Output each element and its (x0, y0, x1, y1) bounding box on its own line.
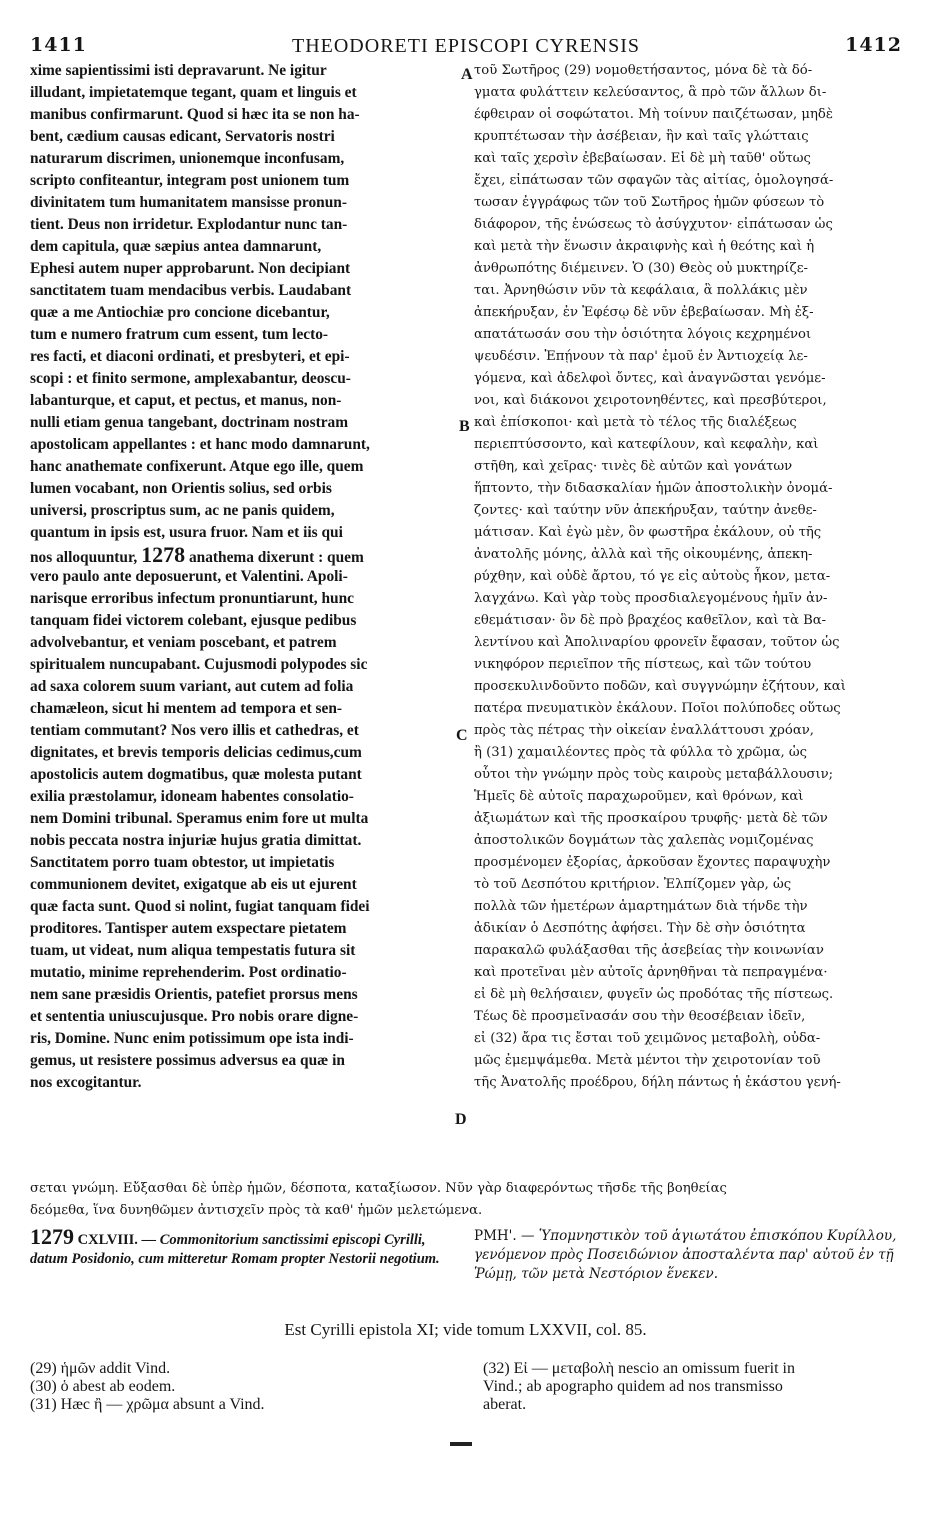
greek-line: πρὸς τὰς πέτρας τὴν οἰκείαν ἐναλλάττουσι χρόαν, (474, 723, 814, 738)
greek-line: οὗτοι τὴν γνώμην πρὸς τοὺς καιροὺς μεταβάλλουσιν; (474, 767, 834, 782)
greek-line: γόμενα, καὶ ἀδελφοὶ ὄντες, καὶ ἀναγνῶσται γενόμε- (474, 371, 826, 386)
margin-letter-d: D (455, 1111, 467, 1128)
greek-line: μῶς ἐμεμψάμεθα. Μετὰ μέντοι τὴν χειροτονίαν τοῦ (474, 1053, 821, 1068)
greek-line: τωσαν ἐγγράφως τῶν τοῦ Σωτῆρος ἡμῶν φύσεων τὸ (474, 195, 825, 210)
latin-line: tient. Deus non irridetur. Explodantur nunc tan- (30, 216, 348, 233)
greek-line: διάφορον, τῆς ἑνώσεως τὸ ἀσύγχυτον· εἰπάτωσαν ὡς (474, 217, 833, 232)
greek-line: κρυπτέτωσαν τὴν ἀσέβειαν, ἣν καὶ ταῖς γλώτταις (474, 129, 809, 144)
greek-line: ἀνθρωπότης διέμεινεν. Ὁ (30) Θεὸς οὐ μυκτηρίζε- (474, 261, 808, 276)
greek-line: ἀξιωμάτων καὶ τῆς προσκαίρου τρυφῆς· μετὰ δὲ τῶν (474, 811, 828, 826)
greek-line: τοῦ Σωτῆρος (29) νομοθετήσαντος, μόνα δὲ τὰ δό- (474, 63, 813, 78)
latin-line: ris, Domine. Nunc enim potissimum ope ista indi- (30, 1030, 354, 1047)
footnote: (29) ἡμῶν addit Vind. (30, 1360, 171, 1377)
greek-line: καὶ μετὰ τὴν ἕνωσιν ἀκραιφνὴς καὶ ἡ θεότης καὶ ἡ (474, 239, 815, 254)
latin-line: illudant, impietatemque tegant, quam et linguis et (30, 84, 357, 101)
latin-line: manibus confirmarunt. Quod si hæc ita se non ha- (30, 106, 360, 123)
latin-line: hanc anathemate confixerunt. Atque ego ille, quem (30, 458, 364, 475)
latin-line: exilia præstolamur, idoneam habentes consolatio- (30, 788, 354, 805)
margin-letter-a: A (461, 66, 473, 83)
full-width-line: σεται γνώμη. Εὔξασθαι δὲ ὑπὲρ ἡμῶν, δέσποτα, καταξίωσον. Νῦν γὰρ διαφερόντως τῆσδε τῆς βοηθείας (30, 1181, 727, 1196)
greek-line: τῆς Ἀνατολῆς προέδρου, δήλη πάντως ἡ ἑκάστου γενή- (474, 1075, 841, 1090)
latin-line: scripto confiteantur, integram post unionem tum (30, 172, 350, 189)
section-column-number: 1279 (30, 1224, 74, 1249)
greek-line: εἰ (32) ἄρα τις ἔσται τοῦ χειμῶνος μεταβολὴ, οὐδα- (474, 1031, 821, 1046)
latin-line: nem sane præsidis Orientis, patefiet prorsus mens (30, 986, 358, 1003)
latin-line: nos excogitantur. (30, 1074, 142, 1091)
greek-line: έφθειραν οἱ σοφώτατοι. Μὴ τοίνυν παιζέτωσαν, μηδὲ (474, 107, 833, 122)
greek-line: ἔχει, εἰπάτωσαν τῶν σφαγῶν τὰς αἰτίας, ὁμολογησά- (474, 173, 834, 188)
greek-line: νικηφόρον περιεῖπον τῆς πίστεως, καὶ τῶν τούτου (474, 657, 812, 672)
greek-line: Τέως δὲ προσμεῖνασάν σου τὴν θεοσέβειαν ἰδεῖν, (474, 1009, 806, 1024)
latin-line: universi, proscriptus sum, ac ne panis quidem, (30, 502, 335, 519)
latin-line-text: anathema dixerunt : quem (188, 549, 364, 566)
greek-line: περιεπτύσσοντο, καὶ κατεφίλουν, καὶ κεφαλὴν, καὶ (474, 437, 819, 452)
greek-line: εἰ δὲ μὴ θελήσαιεν, φυγεῖν ὡς προδότας τῆς πίστεως. (474, 987, 834, 1002)
latin-line: narisque erroribus infectum pronuntiarunt, hunc (30, 590, 354, 607)
greek-line: νοι, καὶ διάκονοι χειροτονηθέντες, καὶ πρεσβύτεροι, (474, 393, 827, 408)
greek-column (474, 60, 906, 1094)
latin-line (30, 544, 456, 566)
greek-line: απατάτωσάν σου τὴν ὁσιότητα λόγοις κεχρημένοι (474, 327, 812, 342)
section-roman-number: CXLVIII. (77, 1232, 138, 1248)
latin-line: chamæleon, sicut hi mentem ad tempora et sen- (30, 700, 343, 717)
latin-line: quæ a me Antiochiæ pro concione dicebantur, (30, 304, 330, 321)
greek-line: τὸ τοῦ Δεσπότου κριτήριον. Ἐλπίζομεν γὰρ, ὡς (474, 877, 792, 892)
greek-line: Ἡμεῖς δὲ αὐτοῖς παραχωροῦμεν, καὶ θρόνων, καὶ (474, 789, 804, 804)
margin-letter-c: C (456, 727, 468, 744)
greek-line: στῆθη, καὶ χεῖρας· τινὲς δὲ αὐτῶν καὶ γονάτων (474, 459, 793, 474)
latin-section-heading (30, 1224, 450, 1269)
latin-line: tentiam commutant? Nos vero illis et cathedras, et (30, 722, 359, 739)
greek-section-title: — Ὑπομνηστικὸν τοῦ ἁγιωτάτου ἐπισκόπου Κυρίλλου, γενόμενον πρὸς Ποσειδώνιον ἀποσταλέντα παρ' αὐτοῦ ἐν τῇ Ῥώμῃ, τῶν μετὰ Νεστόριον ἕνεκεν. (474, 1228, 897, 1282)
greek-line: καὶ προτεῖναι μὲν αὐτοῖς ἀρνηθῆναι τὰ πεπραγμένα· (474, 965, 828, 980)
greek-line: ἢ (31) χαμαιλέοντες πρὸς τὰ φύλλα τὸ χρῶμα, ὡς (474, 745, 808, 760)
full-width-line: δεόμεθα, ἵνα δυνηθῶμεν ἀντισχεῖν πρὸς τὰ καθ' ἡμῶν μελετώμενα. (30, 1203, 483, 1218)
latin-line: quæ facta sunt. Quod si nolint, fugiat tanquam fidei (30, 898, 370, 915)
latin-line: Ephesi autem nuper approbarunt. Non decipiant (30, 260, 351, 277)
greek-line: ψευδέσιν. Ἐπῄνουν τὰ παρ' ἐμοῦ ἐν Ἀντιοχείᾳ λε- (474, 349, 808, 364)
greek-line: παρακαλῶ φυλάξασθαι τῆς ἀσεβείας τὴν κοινωνίαν (474, 943, 824, 958)
greek-line: προσεκυλινδοῦντο ποδῶν, καὶ συγγνώμην ἐζήτουν, καὶ (474, 679, 846, 694)
latin-line: apostolicam appellantes : et hanc modo damnarunt, (30, 436, 370, 453)
greek-line: πατέρα πνευματικὸν ἐκάλουν. Ποῖοι πολύποδες οὕτως (474, 701, 841, 716)
footnote: (31) Hæc ἢ — χρῶμα absunt a Vind. (30, 1396, 265, 1413)
greek-line: ἀποστολικῶν δογμάτων τὰς χαλεπὰς νομιζομένας (474, 833, 814, 848)
greek-section-heading (474, 1227, 906, 1284)
latin-line: nem Domini tribunal. Speramus enim fore ut multa (30, 810, 369, 827)
latin-line: tuam, ut videat, num aliqua tempestatis futura sit (30, 942, 356, 959)
greek-line: λαγχάνω. Καὶ γὰρ τοὺς προσδιαλεγομένους ἡμῖν ἀν- (474, 591, 828, 606)
greek-line: ἀνατολῆς μόνης, ἀλλὰ καὶ τῆς οἰκουμένης, ἀπεκη- (474, 547, 813, 562)
greek-line: μάτισαν. Καὶ ἐγὼ μὲν, ὃν φωστῆρα ἐκάλουν, οὐ τῆς (474, 525, 822, 540)
footnotes-right (483, 1360, 903, 1414)
greek-line: ἀπεκήρυξαν, ἐν Ἐφέσῳ δὲ νῦν ἐβεβαίωσαν. Μὴ ἐξ- (474, 305, 814, 320)
column-number-mark: 1278 (141, 544, 186, 566)
latin-line: gemus, ut resistere possimus adversus ea quæ in (30, 1052, 345, 1069)
margin-letter-b: B (459, 418, 470, 435)
running-header (30, 34, 902, 60)
greek-line: καὶ ἐπίσκοποι· καὶ μετὰ τὸ τέλος τῆς διαλέξεως (474, 415, 797, 430)
greek-line: ρύχθην, καὶ οὐδὲ ἄρτου, τό γε εἰς αὐτοὺς ἧκον, μετα- (474, 569, 831, 584)
page-end-dash (450, 1442, 472, 1446)
latin-line: tanquam fidei victorem colebant, ejusque pedibus (30, 612, 357, 629)
greek-line: καὶ ταῖς χερσὶν ἐβεβαίωσαν. Εἰ δὲ μὴ ταῦθ' οὕτως (474, 151, 811, 166)
greek-line: λεντίνου καὶ Ἀπολιναρίου φρονεῖν ἔφασαν, τοῦτον ὡς (474, 635, 840, 650)
greek-line: γματα φυλάττειν κελεύσαντος, ἃ πρὸ τῶν ἄλλων δι- (474, 85, 827, 100)
latin-line: et sententia uniuscujusque. Pro nobis orare digne- (30, 1008, 359, 1025)
latin-line: bent, cædium causas edicant, Servatoris nostri (30, 128, 335, 145)
latin-line: Sanctitatem porro tuam obtestor, ut impietatis (30, 854, 335, 871)
full-width-text (30, 1178, 902, 1222)
footnote: Vind.; ab apographo quidem ad nos transmisso (483, 1378, 783, 1395)
latin-line: nulli etiam genua tangebant, doctrinam nostram (30, 414, 349, 431)
latin-line: sanctitatem tuam mendacibus verbis. Laudabant (30, 282, 352, 299)
latin-line: communionem devitet, exigatque ab eis ut ejurent (30, 876, 357, 893)
latin-line: lumen vocabant, non Orientis solius, sed orbis (30, 480, 332, 497)
latin-line: quantum in ipsis est, usura fruor. Nam et iis qui (30, 524, 343, 541)
latin-line: xime sapientissimi isti depravarunt. Ne igitur (30, 62, 327, 79)
latin-line: proditores. Tantisper autem exspectare pietatem (30, 920, 347, 937)
left-page-number: 1411 (30, 34, 87, 56)
latin-line: naturarum discrimen, unionemque inconfusam, (30, 150, 345, 167)
footnote: aberat. (483, 1396, 527, 1413)
right-page-number: 1412 (845, 34, 902, 56)
latin-line: ad saxa colorem suum variant, aut cutem ad folia (30, 678, 354, 695)
latin-line: nobis peccata nostra injuriæ hujus gratia dimittat. (30, 832, 362, 849)
greek-line: ζοντες· καὶ ταύτην νῦν ἀπεκήρυξαν, ταύτην ἀνεθε- (474, 503, 817, 518)
greek-line: ἀδικίαν ὁ Δεσπότης ἀφήσει. Τὴν δὲ σὴν ὁσιότητα (474, 921, 806, 936)
latin-line: advolvebantur, et veniam poscebant, et patrem (30, 634, 337, 651)
latin-line: divinitatem tum humanitatem mansisse pronun- (30, 194, 347, 211)
greek-section-number: ΡΜΗ'. (474, 1228, 517, 1244)
latin-column (30, 60, 456, 1094)
footnotes-left (30, 1360, 450, 1414)
editor-note: Est Cyrilli epistola XI; vide tomum LXXVII, col. 85. (284, 1320, 647, 1339)
latin-line: apostolicis autem dogmatibus, quæ molesta putant (30, 766, 362, 783)
running-title: THEODORETI EPISCOPI CYRENSIS (291, 35, 641, 57)
latin-line-text: nos alloquuntur, (30, 549, 138, 566)
latin-line: scopi : et finito sermone, amplexabantur, deoscu- (30, 370, 351, 387)
latin-line: labanturque, et caput, et pectus, et manus, non- (30, 392, 342, 409)
latin-line: vero paulo ante deposuerunt, et Valentini. Apoli- (30, 568, 348, 585)
greek-line: πολλὰ τῶν ἡμετέρων ἁμαρτημάτων διὰ τήνδε τὴν (474, 899, 808, 914)
greek-line: εθεμάτισαν· ὃν δὲ πρὸ βραχέος καθεῖλον, καὶ τὰ Βα- (474, 613, 827, 628)
latin-line: mutatio, minime reprehenderim. Post ordinatio- (30, 964, 347, 981)
greek-line: ται. Ἀρνηθώσιν νῦν τὰ κεφάλαια, ἃ πολλάκις μὲν (474, 283, 808, 298)
latin-section-title: — Commonitorium sanctissimi episcopi Cyrilli, datum Posidonio, cum mitteretur Romam propter Nestorii negotium. (30, 1232, 440, 1267)
greek-line: προσμένομεν ἐξορίας, ἀρκοῦσαν ἔχοντες παραψυχὴν (474, 855, 831, 870)
latin-line: dem capitula, quæ sæpius antea damnarunt, (30, 238, 322, 255)
footnote: (32) Εἰ — μεταβολὴ nescio an omissum fuerit in (483, 1360, 795, 1377)
latin-line: dignitates, et brevis temporis delicias cedimus,cum (30, 744, 362, 761)
latin-line: spiritualem nuncupabant. Cujusmodi polypodes sic (30, 656, 368, 673)
greek-line: ἥπτοντο, τὴν διδασκαλίαν ἡμῶν ἀποστολικὴν ὀνομά- (474, 481, 833, 496)
footnote: (30) ὁ abest ab eodem. (30, 1378, 176, 1395)
latin-line: res facti, et diaconi ordinati, et presbyteri, et epi- (30, 348, 350, 365)
latin-line: tum e numero fratrum cum essent, tum lecto- (30, 326, 329, 343)
